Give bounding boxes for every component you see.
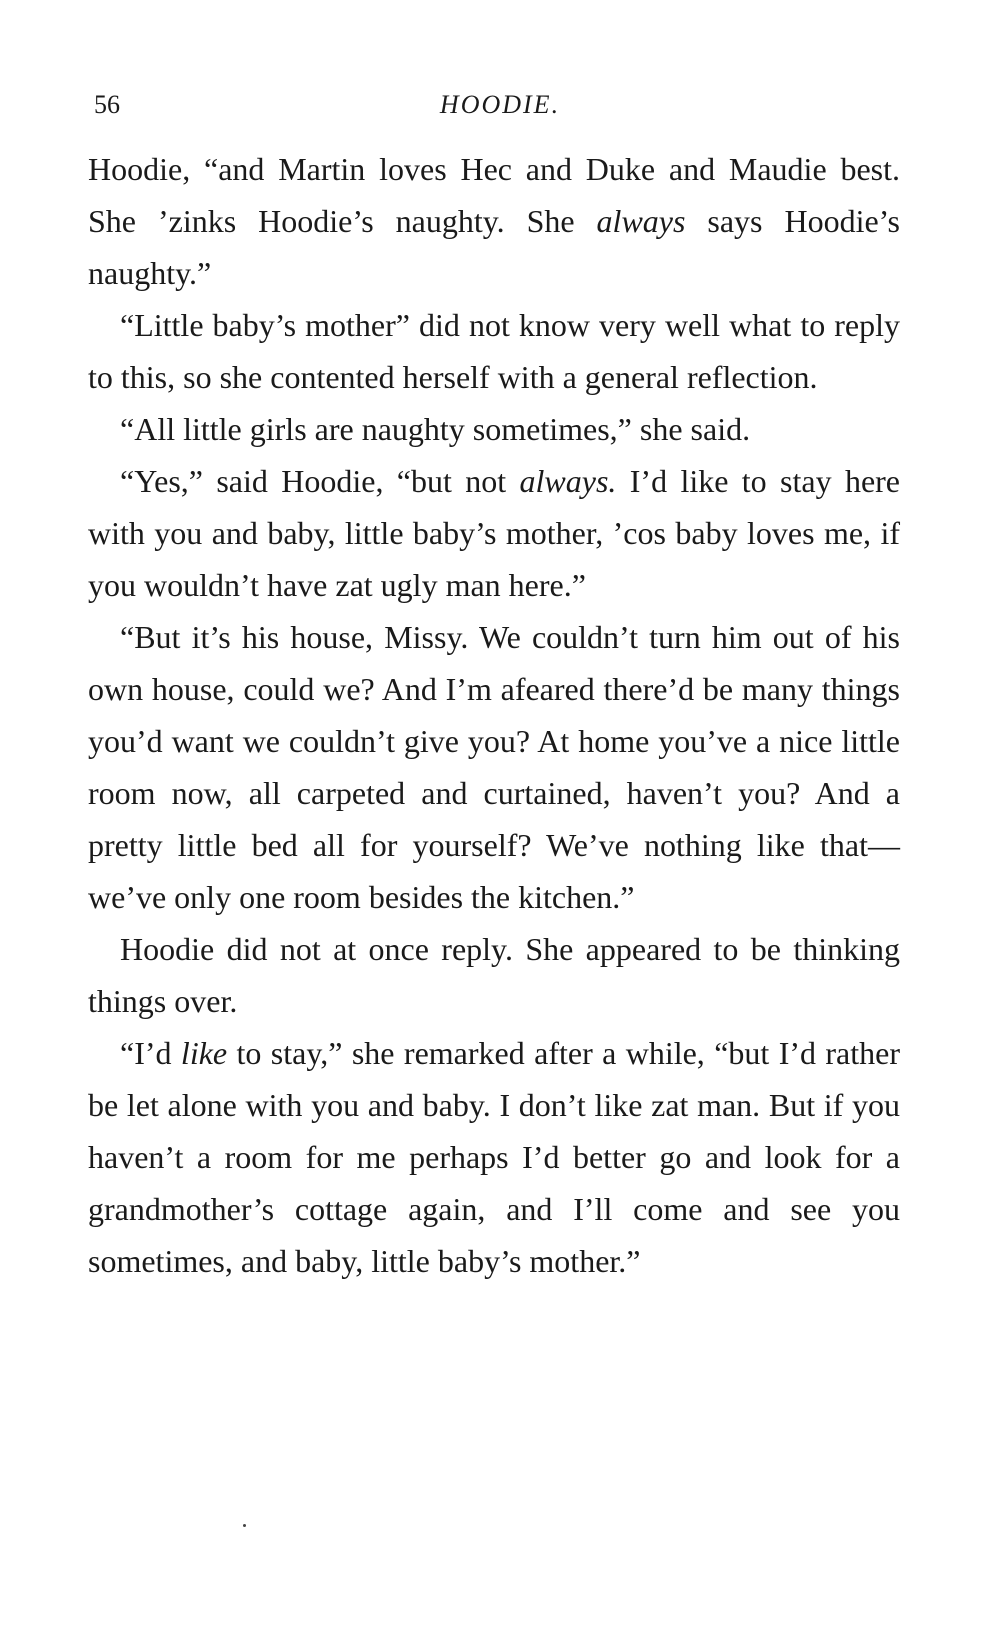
paragraph-text: “All little girls are naughty sometimes,” she said.: [120, 411, 751, 447]
italic-text: like: [180, 1035, 228, 1071]
paragraph: [88, 611, 900, 923]
italic-text: always.: [519, 463, 617, 499]
paragraph-text: to stay,” she remarked after a while, “but I’d rather be let alone with you and baby. I don’t like zat man. But if you haven’t a room for me perhaps I’d better go and look for a grandmother’s cottage again, and I’ll come and see you sometimes, and baby, little baby’s mother.”: [88, 1035, 901, 1279]
paragraph-text: “Yes,” said Hoodie, “but not: [120, 463, 520, 499]
paragraph-text: I’d like to stay here with you and baby, little baby’s mother, ’cos baby loves me, if you wouldn’t have zat ugly man here.”: [88, 463, 901, 603]
paragraph-text: “I’d: [120, 1035, 181, 1071]
paragraph-text: Hoodie did not at once reply. She appeared to be thinking things over.: [88, 931, 900, 1019]
italic-text: always: [596, 203, 686, 239]
paragraph-text: “Little baby’s mother” did not know very well what to reply to this, so she contented herself with a general reflection.: [88, 307, 900, 395]
paragraph-text: “But it’s his house, Missy. We couldn’t turn him out of his own house, could we? And I’m afeared there’d be many things you’d want we couldn’t give you? At home you’ve a nice little room now, all carpeted and curtained, haven’t you? And a pretty little bed all for yourself? We’ve nothing like that—we’ve only one room besides the kitchen.”: [88, 619, 900, 915]
paragraph-text: says Hoodie’s naughty.”: [88, 203, 901, 291]
stray-ink-mark: [243, 1524, 246, 1527]
paragraph: [88, 143, 900, 299]
page-header: [88, 90, 912, 130]
paragraph: [88, 1027, 900, 1287]
body-text: [88, 143, 900, 1287]
running-head: HOODIE.: [439, 90, 561, 119]
paragraph: [88, 455, 900, 611]
paragraph: [88, 923, 900, 1027]
paragraph: [88, 403, 900, 455]
paragraph: [88, 299, 900, 403]
paragraph-text: Hoodie, “and Martin loves Hec and Duke and Maudie best. She ’zinks Hoodie’s naughty. She: [88, 151, 900, 239]
page-number: 56: [94, 90, 120, 119]
